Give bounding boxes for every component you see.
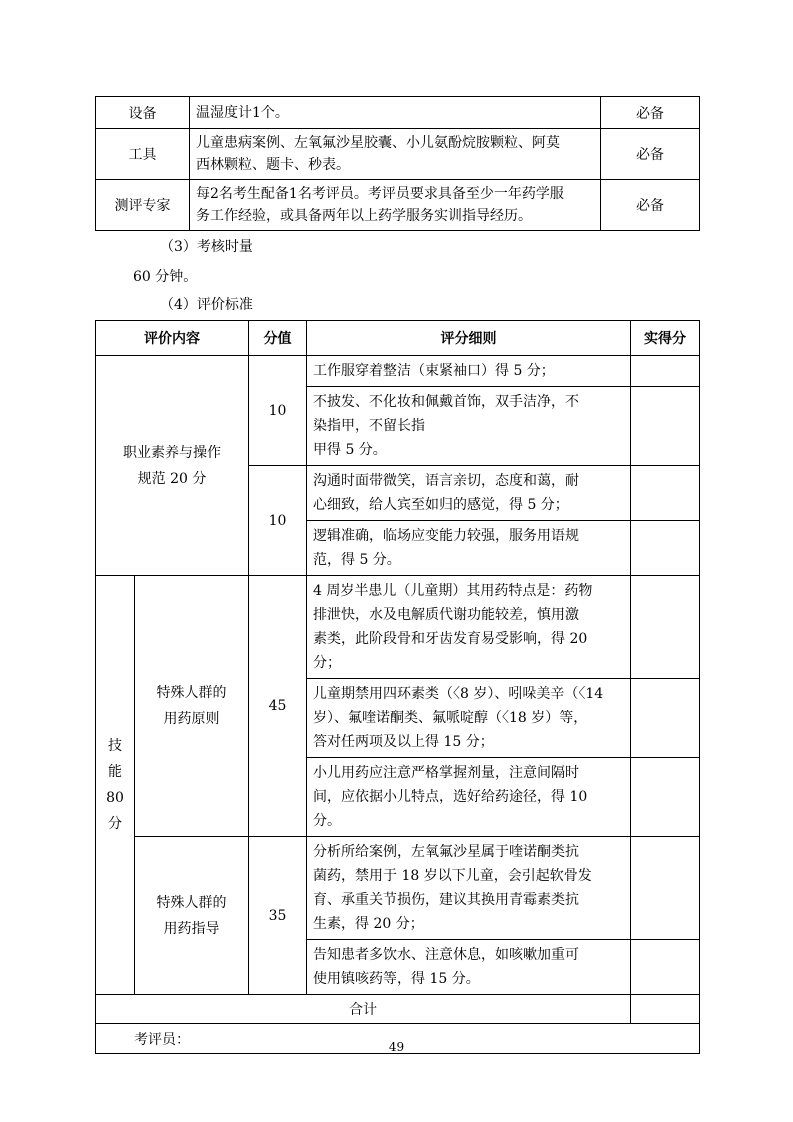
actual-score-cell[interactable] [631,466,700,521]
actual-score-cell[interactable] [631,521,700,576]
criteria-item: 不披发、不化妆和佩戴首饰，双手洁净，不 染指甲，不留长指 甲得 5 分。 [307,387,631,466]
criteria-item: 工作服穿着整洁（束紧袖口）得 5 分； [307,356,631,387]
header-content: 评价内容 [96,321,249,356]
section4-title: （4）评价标准 [160,297,253,313]
resource-table [95,96,700,231]
subgroup-principles-score: 45 [249,576,307,837]
actual-score-cell[interactable] [631,356,700,387]
group1-score-2: 10 [249,466,307,576]
actual-score-cell[interactable] [631,758,700,837]
criteria-item: 沟通时面带微笑，语言亲切，态度和蔼，耐 心细致，给人宾至如归的感觉，得 5 分； [307,466,631,521]
resource-item: 设备 [96,97,190,129]
page-number: 49 [388,1040,405,1054]
criteria-item: 儿童期禁用四环素类（〈8 岁）、吲哚美辛（〈14 岁）、氟喹诺酮类、氟哌啶醇（〈18 岁）等， 答对任两项及以上得 15 分； [307,679,631,758]
group1-score-1: 10 [249,356,307,466]
actual-score-cell[interactable] [631,679,700,758]
resource-req: 必备 [601,97,700,129]
section3-value: 60 分钟。 [133,269,198,285]
subgroup-guidance-score: 35 [249,837,307,995]
resource-desc: 温湿度计1个。 [190,97,601,129]
criteria-item: 4 周岁半患儿（儿童期）其用药特点是：药物 排泄快，水及电解质代谢功能较差，慎用激 素类，此阶段骨和牙齿发育易受影响，得 20 分； [307,576,631,679]
examiner-label: 考评员： [134,1031,190,1048]
total-score-cell[interactable] [631,995,700,1024]
resource-desc: 儿童患病案例、左氧氟沙星胶囊、小儿氨酚烷胺颗粒、阿莫 西林颗粒、题卡、秒表。 [190,129,601,180]
actual-score-cell[interactable] [631,387,700,466]
actual-score-cell[interactable] [631,576,700,679]
subgroup-principles: 特殊人群的 用药原则 [135,576,249,837]
actual-score-cell[interactable] [631,940,700,995]
total-label: 合计 [96,995,631,1024]
resource-req: 必备 [601,180,700,231]
criteria-item: 小儿用药应注意严格掌握剂量，注意间隔时 间，应依据小儿特点，选好给药途径，得 10 分。 [307,758,631,837]
section3-title: （3）考核时量 [160,239,253,255]
resource-item: 工具 [96,129,190,180]
header-score: 分值 [249,321,307,356]
criteria-item: 逻辑准确，临场应变能力较强，服务用语规 范，得 5 分。 [307,521,631,576]
evaluation-table [95,320,700,1054]
subgroup-guidance: 特殊人群的 用药指导 [135,837,249,995]
resource-req: 必备 [601,129,700,180]
actual-score-cell[interactable] [631,837,700,940]
criteria-item: 告知患者多饮水、注意休息，如咳嗽加重可 使用镇咳药等，得 15 分。 [307,940,631,995]
resource-desc: 每2名考生配备1名考评员。考评员要求具备至少一年药学服 务工作经验，或具备两年以上药学服务实训指导经历。 [190,180,601,231]
header-criteria: 评分细则 [307,321,631,356]
header-actual: 实得分 [631,321,700,356]
group1-name: 职业素养与操作 规范 20 分 [96,356,249,576]
resource-item: 测评专家 [96,180,190,231]
group2-name: 技 能 80 分 [96,576,135,995]
criteria-item: 分析所给案例，左氧氟沙星属于喹诺酮类抗 菌药，禁用于 18 岁以下儿童，会引起软骨发 育、承重关节损伤，建议其换用青霉素类抗 生素，得 20 分； [307,837,631,940]
